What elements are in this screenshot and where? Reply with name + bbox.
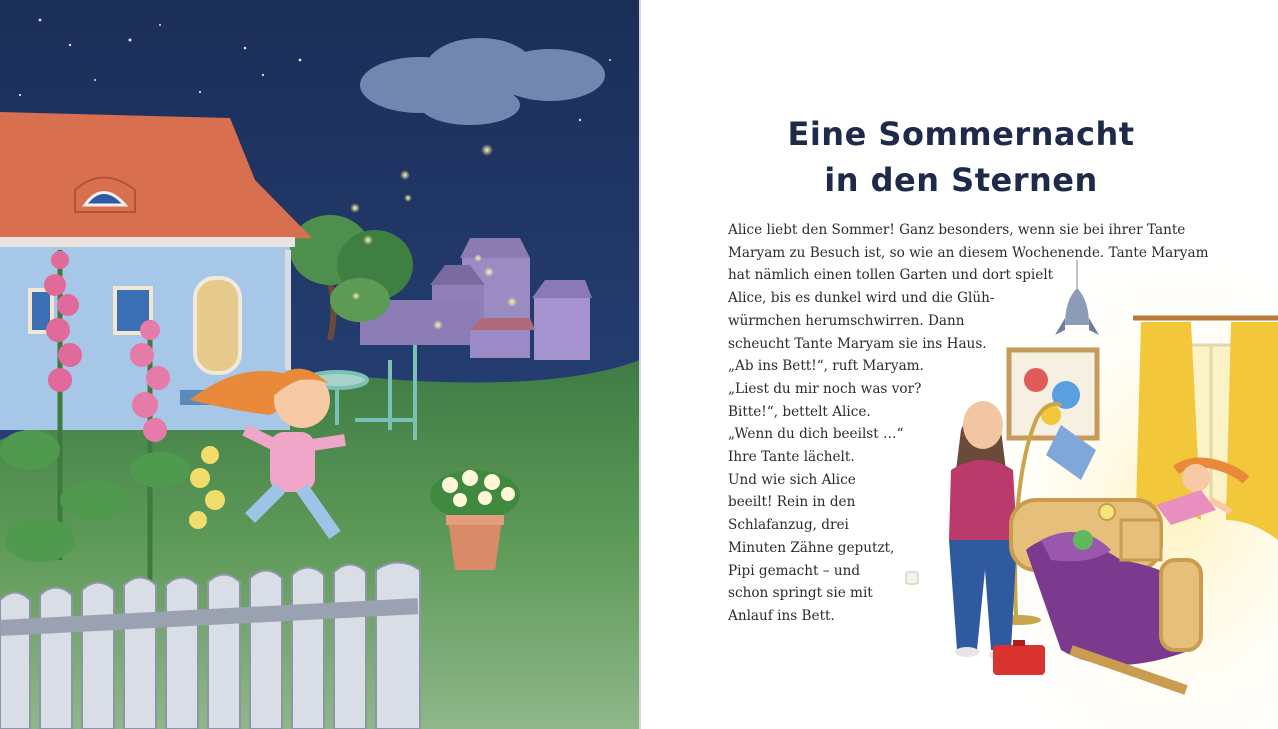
story-line: „Liest du mir noch was vor? [728, 380, 922, 397]
story-line: Und wie sich Alice [728, 471, 856, 488]
story-title [761, 111, 1161, 203]
story-line: Minuten Zähne geputzt, [728, 539, 895, 556]
story-line: Schlafanzug, drei [728, 517, 849, 534]
title-line-1: Eine Sommernacht [787, 115, 1135, 154]
right-page [641, 0, 1278, 729]
story-line: Anlauf ins Bett. [728, 607, 835, 624]
story-line: hat nämlich einen tollen Garten und dort spielt [728, 267, 1054, 284]
story-line: Pipi gemacht – und [728, 562, 861, 579]
story-line: würmchen herumschwirren. Dann [728, 312, 965, 329]
story-line: Alice, bis es dunkel wird und die Glüh- [728, 290, 995, 307]
story-line: „Ab ins Bett!“, ruft Maryam. [728, 358, 924, 375]
story-line: „Wenn du dich beeilst …“ [728, 426, 904, 443]
story-line: scheucht Tante Maryam sie ins Haus. [728, 335, 987, 352]
story-line: Alice liebt den Sommer! Ganz besonders, wenn sie bei ihrer Tante [728, 222, 1186, 238]
story-line: schon springt sie mit [728, 585, 873, 602]
story-line: Ihre Tante lächelt. [728, 449, 855, 466]
story-line: beeilt! Rein in den [728, 494, 856, 511]
story-text [728, 219, 1209, 628]
story-line: Bitte!“, bettelt Alice. [728, 403, 871, 420]
title-line-2: in den Sternen [824, 161, 1098, 200]
story-line: Maryam zu Besuch ist, so wie an diesem Wochenende. Tante Maryam [728, 244, 1209, 261]
red-case [993, 640, 1045, 675]
